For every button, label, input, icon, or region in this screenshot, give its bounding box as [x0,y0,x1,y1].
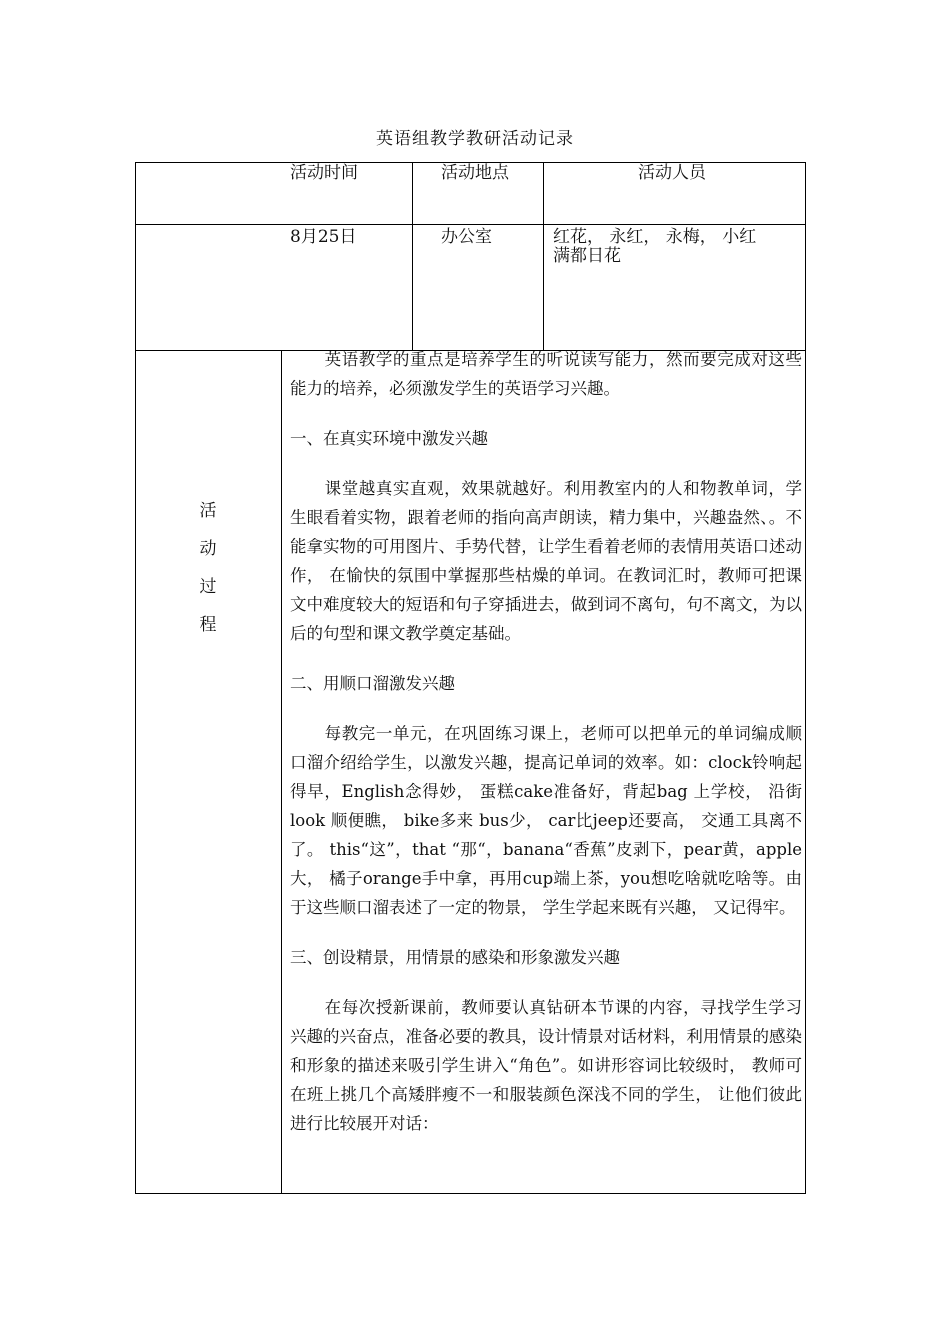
header-people: 活动人员 [638,163,706,183]
table-divider-place [412,162,413,351]
page-title: 英语组教学教研活动记录 [376,129,574,149]
cell-time: 8月25日 [290,227,357,247]
section-heading-1: 一、在真实环境中激发兴趣 [290,429,488,448]
process-label-char: 程 [199,615,217,635]
table-border-bottom [135,1193,806,1194]
section-heading-3: 三、创设精景，用情景的感染和形象激发兴趣 [290,948,620,967]
process-content [290,345,802,1191]
process-label-char: 动 [199,539,217,559]
section-paragraph-2: 每教完一单元，在巩固练习课上，老师可以把单元的单词编成顺口溜介绍给学生，以激发兴趣，提高记单词的效率。如：clock铃响起得早，English念得妙， 蛋糕cake准备好，背起bag 上学校， 沿街look 顺便瞧， bike多来 bus少， car比jeep还要高， 交通工具离不了。 this“这”，that “那“，banana“香蕉”皮剥下，pear黄，apple大， 橘子orange手中拿，再用cup端上茶，you想吃啥就吃啥等。由于这些顺口溜表述了一定的物景， 学生学起来既有兴趣， 又记得牢。 [290,724,802,917]
table-divider-process [281,350,282,1194]
process-label-char: 过 [199,577,217,597]
cell-place: 办公室 [441,227,492,247]
process-label [135,492,281,644]
header-place: 活动地点 [441,163,509,183]
cell-people-line2: 满都日花 [553,246,621,266]
cell-people-line1: 红花， 永红， 永梅， 小红 [553,227,757,247]
table-border-row1 [135,224,806,225]
section-paragraph-3: 在每次授新课前，教师要认真钻研本节课的内容，寻找学生学习兴趣的兴奋点，准备必要的教具，设计情景对话材料，利用情景的感染和形象的描述来吸引学生讲入“角色”。如讲形容词比较级时， 教师可在班上挑几个高矮胖瘦不一和服装颜色深浅不同的学生， 让他们彼此进行比较展开对话： [290,998,802,1133]
section-paragraph-1: 课堂越真实直观，效果就越好。利用教室内的人和物教单词，学生眼看着实物，跟着老师的指向高声朗读，精力集中，兴趣盎然、。不能拿实物的可用图片、手势代替，让学生看着老师的表情用英语口述动作， 在愉快的氛围中掌握那些枯燥的单词。在教词汇时，教师可把课文中难度较大的短语和句子穿插进去，做到词不离句，句不离文，为以后的句型和课文教学奠定基础。 [290,479,802,643]
header-time: 活动时间 [290,163,358,183]
section-heading-2: 二、用顺口溜激发兴趣 [290,674,455,693]
process-label-char: 活 [199,501,217,521]
table-divider-people [543,162,544,351]
intro-paragraph: 英语教学的重点是培养学生的听说读写能力，然而要完成对这些能力的培养，必须激发学生的英语学习兴趣。 [290,350,802,398]
table-border-right [805,162,806,1194]
table-border-left [135,162,136,1194]
